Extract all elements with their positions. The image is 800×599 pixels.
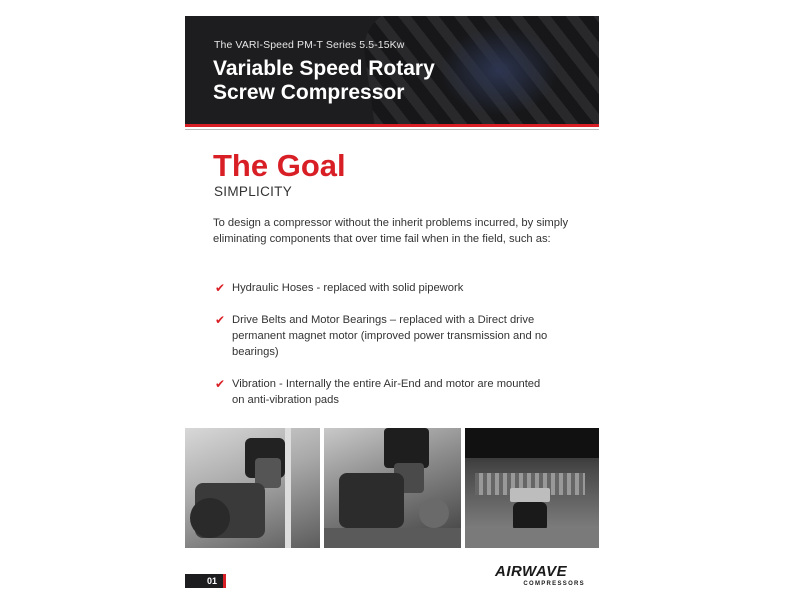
feature-item <box>215 280 555 296</box>
photo-compressor-motor <box>185 428 320 548</box>
header-title <box>213 57 435 105</box>
check-icon: ✔ <box>215 313 226 327</box>
page-number-accent <box>223 574 226 588</box>
feature-text: Hydraulic Hoses - replaced with solid pipework <box>232 282 464 294</box>
feature-list <box>215 280 555 408</box>
feature-text: Drive Belts and Motor Bearings – replaced with a Direct drive permanent magnet motor (improved power transmission and no bearings) <box>232 314 548 358</box>
feature-text: Vibration - Internally the entire Air-End and motor are mounted on anti-vibration pads <box>232 378 541 406</box>
brochure-page <box>185 16 599 590</box>
section-heading: The Goal <box>213 148 346 183</box>
header-banner <box>185 16 599 124</box>
header-kicker: The VARI-Speed PM-T Series 5.5-15Kw <box>214 39 405 51</box>
photo-anti-vibration-pad <box>465 428 599 548</box>
feature-item <box>215 312 555 360</box>
section-subheading: SIMPLICITY <box>214 184 293 199</box>
check-icon: ✔ <box>215 377 226 391</box>
photo-direct-drive <box>324 428 461 548</box>
logo-wordmark: AIRWAVE <box>495 563 568 580</box>
header-title-line-1: Variable Speed Rotary <box>213 57 435 80</box>
header-title-line-2: Screw Compressor <box>213 81 405 104</box>
feature-item <box>215 376 555 408</box>
page-number: 01 <box>185 574 223 588</box>
banner-glow <box>439 26 559 116</box>
logo-subtitle: COMPRESSORS <box>523 581 585 587</box>
intro-paragraph: To design a compressor without the inherit problems incurred, by simply eliminating components that over time fail when in the field, such as: <box>213 217 569 245</box>
red-rule <box>185 124 599 127</box>
grey-rule <box>185 129 599 130</box>
airwave-logo <box>495 564 585 588</box>
check-icon: ✔ <box>215 281 226 295</box>
photo-strip <box>185 428 599 548</box>
